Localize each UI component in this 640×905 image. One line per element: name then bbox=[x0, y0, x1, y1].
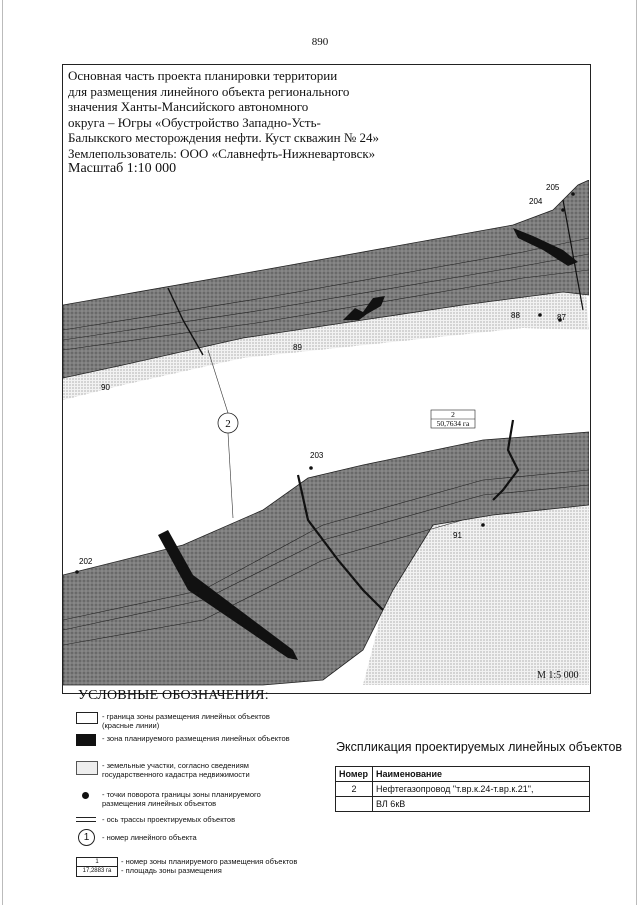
header-number: Номер bbox=[336, 767, 373, 782]
legend-boundary-symbol bbox=[76, 712, 98, 724]
legend-title: УСЛОВНЫЕ ОБОЗНАЧЕНИЯ: bbox=[78, 688, 269, 703]
callout-leader bbox=[228, 433, 233, 518]
zone-number: 2 bbox=[451, 410, 455, 419]
object-number: 2 bbox=[225, 418, 231, 430]
point-label: 205 bbox=[546, 183, 560, 192]
legend-axis-symbol bbox=[76, 817, 96, 822]
explication-table bbox=[335, 766, 590, 812]
title-line: для размещения линейного объекта регионального bbox=[68, 83, 350, 99]
title-line: значения Ханты-Мансийского автономного bbox=[68, 99, 309, 114]
legend-object-number-symbol: 1 bbox=[78, 829, 95, 846]
point-label: 89 bbox=[293, 343, 302, 352]
page-number: 890 bbox=[311, 36, 329, 48]
planning-map bbox=[63, 180, 589, 691]
legend-cadastral-symbol bbox=[76, 761, 98, 775]
table-row bbox=[336, 797, 590, 812]
zone-area: 50,7634 га bbox=[436, 419, 470, 428]
header-name: Наименование bbox=[373, 767, 590, 782]
legend-point-symbol bbox=[82, 792, 89, 799]
legend-zone-box-symbol: 1 17,2883 га bbox=[76, 857, 118, 877]
title-line: Основная часть проекта планировки территории bbox=[68, 68, 338, 83]
scale-note: М 1:5 000 bbox=[537, 670, 579, 681]
point-label: 202 bbox=[79, 557, 93, 566]
title-line: Балыкского месторождения нефти. Куст скважин № 24» bbox=[68, 130, 379, 145]
cell-number: 2 bbox=[336, 782, 373, 797]
title-scale: Масштаб 1:10 000 bbox=[68, 161, 177, 176]
point-label: 204 bbox=[529, 197, 543, 206]
point-label: 91 bbox=[453, 531, 462, 540]
cell-name: ВЛ 6кВ bbox=[373, 797, 590, 812]
title-line: округа – Югры «Обустройство Западно-Усть- bbox=[68, 114, 321, 130]
map-title bbox=[68, 68, 398, 177]
table-header-row bbox=[336, 767, 590, 782]
legend-zone-symbol bbox=[76, 734, 96, 746]
cell-number bbox=[336, 797, 373, 812]
scan-edge-right bbox=[636, 0, 637, 905]
title-line: Землепользователь: ООО «Славнефть-Нижневартовск» bbox=[68, 145, 376, 161]
explication-title: Экспликация проектируемых линейных объектов bbox=[336, 740, 623, 754]
point-label: 90 bbox=[101, 383, 110, 392]
point-label: 87 bbox=[557, 313, 566, 322]
cell-name: Нефтегазопровод "т.вр.к.24-т.вр.к.21", bbox=[373, 782, 590, 797]
point-label: 88 bbox=[511, 311, 520, 320]
scan-edge-left bbox=[2, 0, 3, 905]
table-row bbox=[336, 782, 590, 797]
point-label: 203 bbox=[310, 451, 324, 460]
